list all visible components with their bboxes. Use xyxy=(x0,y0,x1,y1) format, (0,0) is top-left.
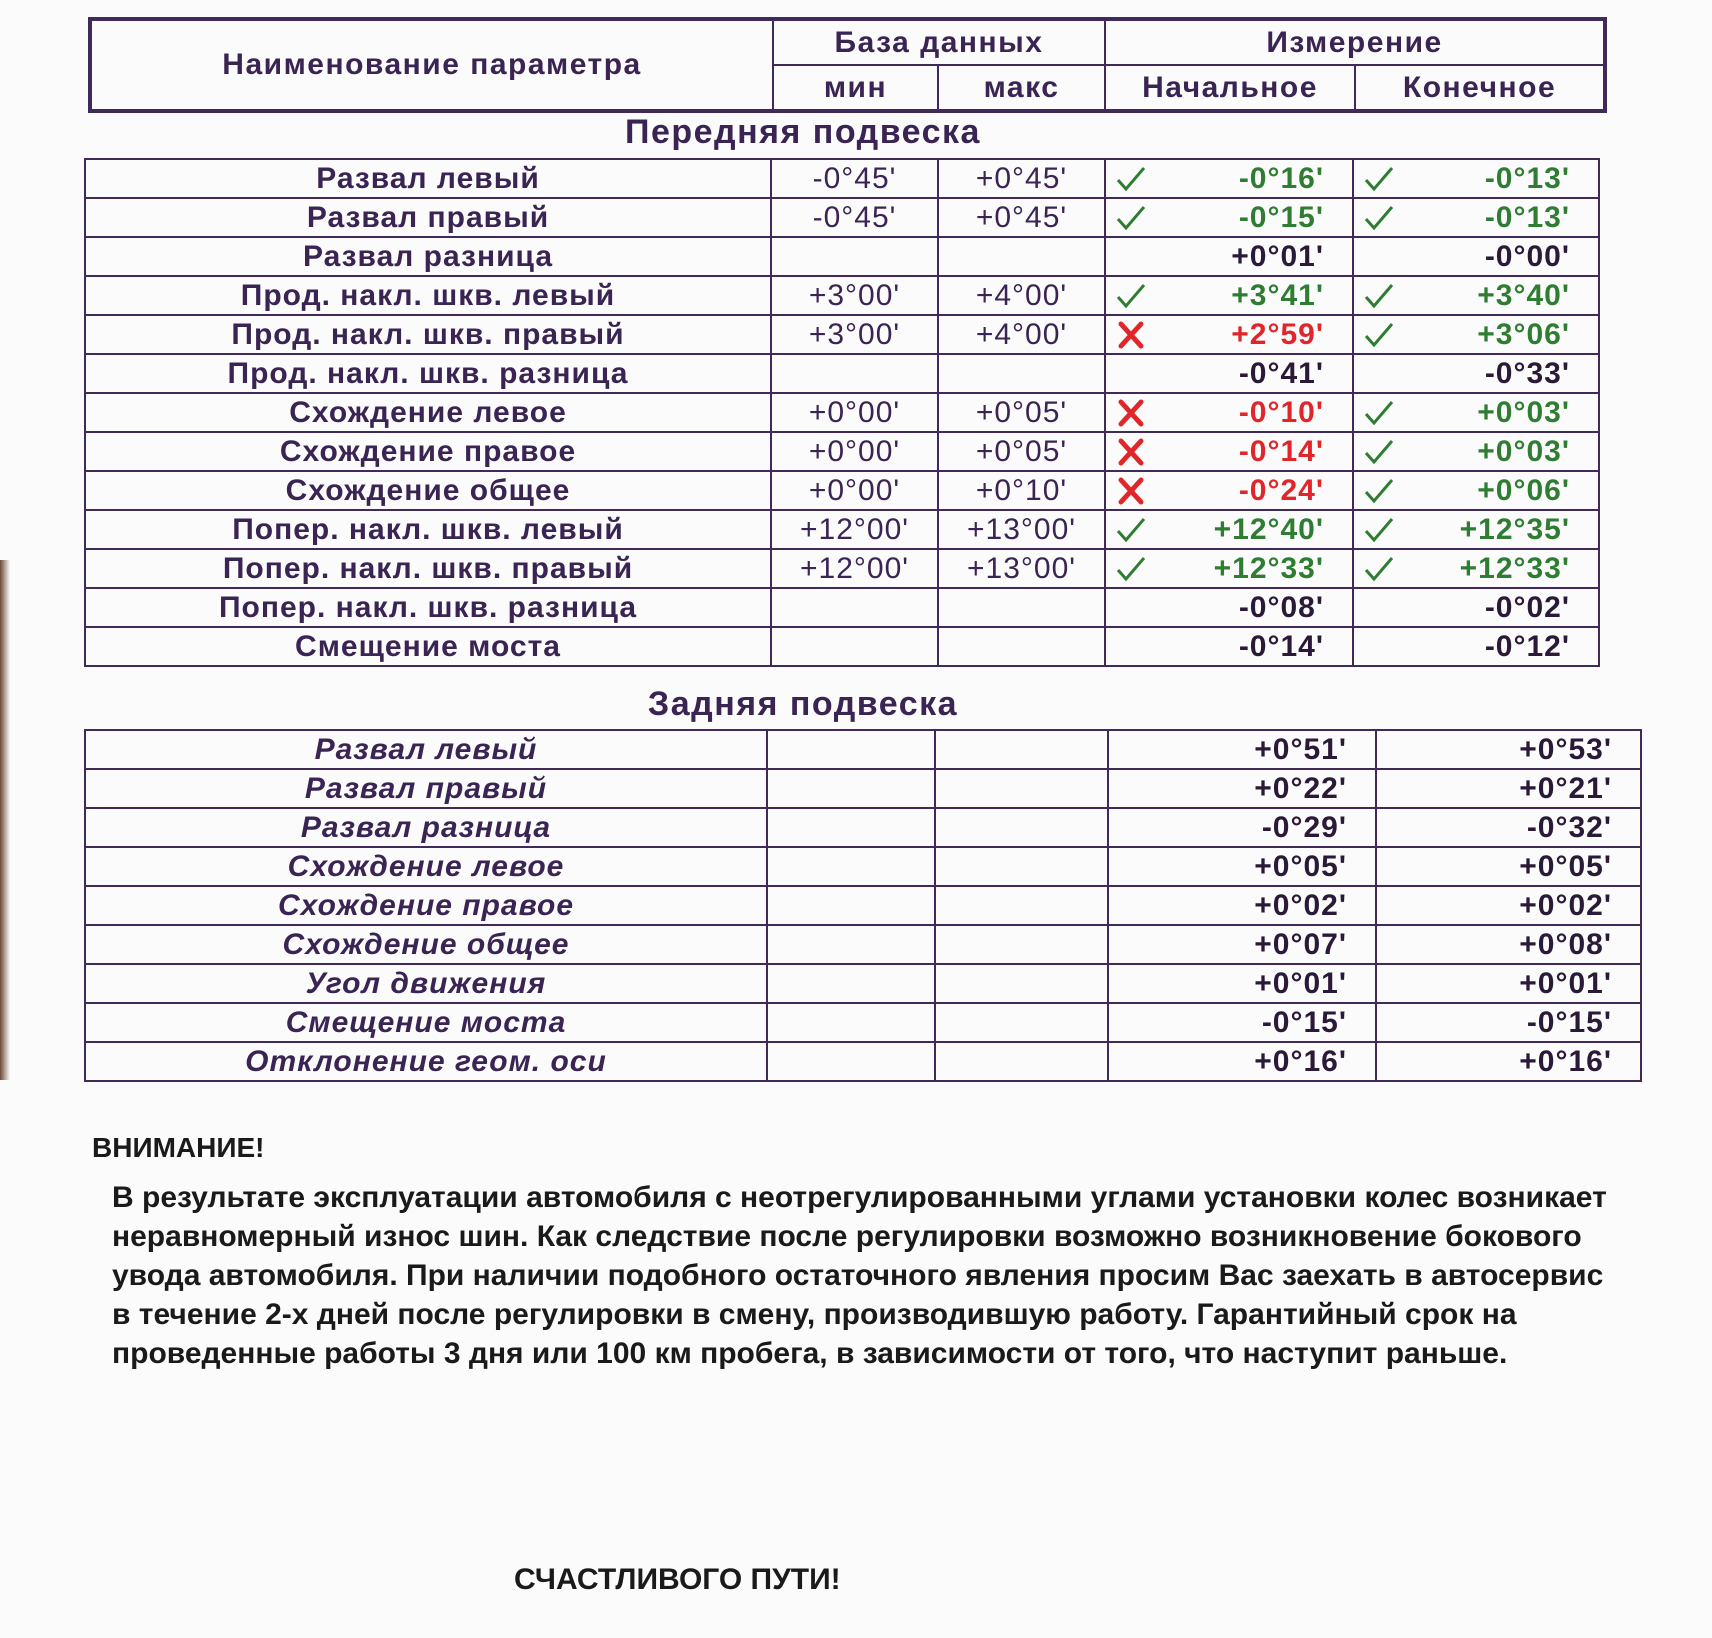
table-row xyxy=(85,276,1599,315)
measured-value: +0°08' xyxy=(1519,927,1612,961)
measured-value: +3°40' xyxy=(1477,278,1570,312)
blank-icon xyxy=(1114,240,1148,274)
max-value: +13°00' xyxy=(938,549,1105,588)
measured-value: +0°51' xyxy=(1254,732,1347,766)
blank-icon xyxy=(1362,357,1396,391)
min-value xyxy=(771,627,938,666)
blank-icon xyxy=(1117,772,1151,806)
cross-icon xyxy=(1114,474,1148,508)
final-measurement xyxy=(1353,237,1599,276)
measured-value: +0°07' xyxy=(1254,927,1347,961)
cross-icon xyxy=(1114,318,1148,352)
header-table xyxy=(88,17,1607,113)
max-value: +0°05' xyxy=(938,393,1105,432)
blank-icon xyxy=(1385,1045,1419,1079)
check-icon xyxy=(1362,474,1396,508)
measured-value: +0°02' xyxy=(1519,888,1612,922)
blank-icon xyxy=(1385,733,1419,767)
param-name: Схождение общее xyxy=(85,471,771,510)
measured-value: +3°41' xyxy=(1231,278,1324,312)
measured-value: +0°05' xyxy=(1254,849,1347,883)
final-measurement xyxy=(1376,925,1641,964)
blank-icon xyxy=(1385,889,1419,923)
database-header: База данных xyxy=(773,19,1105,65)
min-value: -0°45' xyxy=(771,159,938,198)
min-value xyxy=(767,1003,935,1042)
initial-measurement xyxy=(1105,588,1353,627)
param-name: Схождение правое xyxy=(85,432,771,471)
measured-value: +0°16' xyxy=(1254,1044,1347,1078)
table-row xyxy=(85,769,1641,808)
blank-icon xyxy=(1362,630,1396,664)
max-value: +4°00' xyxy=(938,276,1105,315)
table-row xyxy=(85,354,1599,393)
max-value: +0°45' xyxy=(938,159,1105,198)
max-value: +0°10' xyxy=(938,471,1105,510)
final-measurement xyxy=(1376,1042,1641,1081)
table-row xyxy=(85,627,1599,666)
blank-icon xyxy=(1385,928,1419,962)
measured-value: -0°14' xyxy=(1238,434,1324,468)
front-suspension-table xyxy=(84,158,1600,667)
blank-icon xyxy=(1117,1045,1151,1079)
table-row xyxy=(85,1042,1641,1081)
table-row xyxy=(85,237,1599,276)
param-name: Смещение моста xyxy=(85,1003,767,1042)
notice-block xyxy=(92,1132,1632,1373)
farewell-text: СЧАСТЛИВОГО ПУТИ! xyxy=(514,1563,841,1596)
param-name: Схождение общее xyxy=(85,925,767,964)
final-measurement xyxy=(1353,510,1599,549)
initial-measurement xyxy=(1108,886,1376,925)
max-value xyxy=(935,925,1108,964)
initial-measurement xyxy=(1108,1042,1376,1081)
param-name: Отклонение геом. оси xyxy=(85,1042,767,1081)
blank-icon xyxy=(1117,1006,1151,1040)
blank-icon xyxy=(1117,850,1151,884)
table-row xyxy=(85,847,1641,886)
measured-value: +12°40' xyxy=(1213,512,1324,546)
min-value: +3°00' xyxy=(771,276,938,315)
check-icon xyxy=(1362,201,1396,235)
max-value xyxy=(938,588,1105,627)
measured-value: +0°02' xyxy=(1254,888,1347,922)
initial-measurement xyxy=(1105,198,1353,237)
param-name: Прод. накл. шкв. правый xyxy=(85,315,771,354)
max-value: +13°00' xyxy=(938,510,1105,549)
blank-icon xyxy=(1117,889,1151,923)
table-row xyxy=(85,432,1599,471)
min-value xyxy=(767,886,935,925)
initial-measurement xyxy=(1108,925,1376,964)
measured-value: +0°05' xyxy=(1519,849,1612,883)
initial-measurement xyxy=(1105,315,1353,354)
blank-icon xyxy=(1362,240,1396,274)
final-measurement xyxy=(1353,276,1599,315)
measured-value: -0°29' xyxy=(1261,810,1347,844)
param-name: Схождение левое xyxy=(85,847,767,886)
measured-value: -0°12' xyxy=(1484,629,1570,663)
initial-measurement xyxy=(1108,808,1376,847)
measured-value: +0°03' xyxy=(1477,395,1570,429)
check-icon xyxy=(1362,513,1396,547)
param-name: Схождение левое xyxy=(85,393,771,432)
param-name: Развал правый xyxy=(85,769,767,808)
measured-value: -0°02' xyxy=(1484,590,1570,624)
blank-icon xyxy=(1117,811,1151,845)
min-value xyxy=(767,964,935,1003)
measured-value: -0°15' xyxy=(1261,1005,1347,1039)
final-measurement xyxy=(1353,315,1599,354)
initial-measurement xyxy=(1105,549,1353,588)
measured-value: -0°08' xyxy=(1238,590,1324,624)
measured-value: -0°15' xyxy=(1526,1005,1612,1039)
paper-edge-shadow xyxy=(0,560,10,1080)
max-value xyxy=(935,730,1108,769)
param-name: Развал разница xyxy=(85,237,771,276)
check-icon xyxy=(1114,513,1148,547)
min-value: +0°00' xyxy=(771,393,938,432)
measured-value: -0°15' xyxy=(1238,200,1324,234)
table-row xyxy=(85,198,1599,237)
measured-value: +2°59' xyxy=(1231,317,1324,351)
final-measurement xyxy=(1376,808,1641,847)
min-value xyxy=(771,237,938,276)
final-measurement xyxy=(1376,730,1641,769)
blank-icon xyxy=(1114,630,1148,664)
initial-measurement xyxy=(1105,276,1353,315)
table-row xyxy=(85,315,1599,354)
param-name: Развал левый xyxy=(85,159,771,198)
rear-suspension-table xyxy=(84,729,1642,1082)
param-name: Угол движения xyxy=(85,964,767,1003)
min-value xyxy=(767,925,935,964)
measured-value: -0°16' xyxy=(1238,161,1324,195)
min-value: -0°45' xyxy=(771,198,938,237)
check-icon xyxy=(1114,552,1148,586)
measured-value: +3°06' xyxy=(1477,317,1570,351)
min-value xyxy=(771,588,938,627)
measured-value: +12°33' xyxy=(1459,551,1570,585)
measured-value: -0°13' xyxy=(1484,161,1570,195)
final-measurement xyxy=(1353,393,1599,432)
final-measurement xyxy=(1376,769,1641,808)
min-value xyxy=(771,354,938,393)
measurement-header: Измерение xyxy=(1105,19,1605,65)
measured-value: -0°14' xyxy=(1238,629,1324,663)
measured-value: -0°00' xyxy=(1484,239,1570,273)
blank-icon xyxy=(1362,591,1396,625)
measured-value: -0°13' xyxy=(1484,200,1570,234)
cross-icon xyxy=(1114,435,1148,469)
table-row xyxy=(85,925,1641,964)
blank-icon xyxy=(1385,772,1419,806)
initial-measurement xyxy=(1105,354,1353,393)
check-icon xyxy=(1362,162,1396,196)
table-row xyxy=(85,549,1599,588)
initial-measurement xyxy=(1105,627,1353,666)
initial-measurement xyxy=(1105,510,1353,549)
cross-icon xyxy=(1114,396,1148,430)
final-measurement xyxy=(1353,159,1599,198)
final-measurement xyxy=(1353,588,1599,627)
initial-measurement xyxy=(1105,471,1353,510)
param-name: Попер. накл. шкв. левый xyxy=(85,510,771,549)
initial-header: Начальное xyxy=(1105,65,1355,111)
check-icon xyxy=(1362,396,1396,430)
min-value xyxy=(767,808,935,847)
initial-measurement xyxy=(1105,393,1353,432)
min-value: +0°00' xyxy=(771,471,938,510)
check-icon xyxy=(1114,162,1148,196)
measured-value: -0°24' xyxy=(1238,473,1324,507)
front-suspension-title: Передняя подвеска xyxy=(625,113,981,151)
param-name: Попер. накл. шкв. правый xyxy=(85,549,771,588)
min-value: +12°00' xyxy=(771,510,938,549)
table-row xyxy=(85,730,1641,769)
measured-value: -0°33' xyxy=(1484,356,1570,390)
max-value xyxy=(935,964,1108,1003)
blank-icon xyxy=(1385,811,1419,845)
measured-value: -0°10' xyxy=(1238,395,1324,429)
param-name: Развал левый xyxy=(85,730,767,769)
measured-value: +0°01' xyxy=(1231,239,1324,273)
rear-suspension-title: Задняя подвеска xyxy=(647,685,959,723)
max-value: +0°05' xyxy=(938,432,1105,471)
max-value xyxy=(938,354,1105,393)
measured-value: +0°22' xyxy=(1254,771,1347,805)
notice-title: ВНИМАНИЕ! xyxy=(92,1132,265,1163)
min-header: мин xyxy=(773,65,938,111)
final-header: Конечное xyxy=(1355,65,1605,111)
measured-value: +0°16' xyxy=(1519,1044,1612,1078)
blank-icon xyxy=(1117,967,1151,1001)
min-value xyxy=(767,730,935,769)
blank-icon xyxy=(1385,1006,1419,1040)
max-value xyxy=(935,847,1108,886)
min-value xyxy=(767,847,935,886)
blank-icon xyxy=(1385,850,1419,884)
final-measurement xyxy=(1376,886,1641,925)
measured-value: +0°06' xyxy=(1477,473,1570,507)
final-measurement xyxy=(1353,432,1599,471)
final-measurement xyxy=(1376,964,1641,1003)
measured-value: +12°33' xyxy=(1213,551,1324,585)
table-row xyxy=(85,964,1641,1003)
max-value: +0°45' xyxy=(938,198,1105,237)
initial-measurement xyxy=(1108,730,1376,769)
initial-measurement xyxy=(1108,1003,1376,1042)
final-measurement xyxy=(1353,627,1599,666)
measured-value: +0°01' xyxy=(1254,966,1347,1000)
max-value xyxy=(938,237,1105,276)
final-measurement xyxy=(1353,198,1599,237)
table-row xyxy=(85,471,1599,510)
min-value: +0°00' xyxy=(771,432,938,471)
check-icon xyxy=(1114,201,1148,235)
measured-value: +0°53' xyxy=(1519,732,1612,766)
final-measurement xyxy=(1353,354,1599,393)
final-measurement xyxy=(1353,549,1599,588)
final-measurement xyxy=(1376,1003,1641,1042)
param-name: Развал разница xyxy=(85,808,767,847)
final-measurement xyxy=(1376,847,1641,886)
table-row xyxy=(85,510,1599,549)
max-value xyxy=(935,886,1108,925)
measured-value: +0°01' xyxy=(1519,966,1612,1000)
min-value xyxy=(767,1042,935,1081)
param-name-header: Наименование параметра xyxy=(90,19,773,111)
check-icon xyxy=(1362,279,1396,313)
notice-body: В результате эксплуатации автомобиля с неотрегулированными углами установки колес возникает неравномерный износ шин. Как следствие после регулировки возможно возникновение бокового увода автомобиля. При наличии подобного остаточного явления просим Вас заехать в автосервис в течение 2-х дней после регулировки в смену, производившую работу. Гарантийный срок на проведенные работы 3 дня или 100 км пробега, в зависимости от того, что наступит раньше. xyxy=(112,1181,1607,1370)
table-row xyxy=(85,159,1599,198)
blank-icon xyxy=(1117,928,1151,962)
table-row xyxy=(85,1003,1641,1042)
blank-icon xyxy=(1114,357,1148,391)
max-value xyxy=(935,808,1108,847)
blank-icon xyxy=(1114,591,1148,625)
initial-measurement xyxy=(1108,847,1376,886)
check-icon xyxy=(1362,435,1396,469)
check-icon xyxy=(1114,279,1148,313)
measured-value: +0°03' xyxy=(1477,434,1570,468)
param-name: Смещение моста xyxy=(85,627,771,666)
min-value: +3°00' xyxy=(771,315,938,354)
blank-icon xyxy=(1117,733,1151,767)
min-value: +12°00' xyxy=(771,549,938,588)
measured-value: +0°21' xyxy=(1519,771,1612,805)
max-value xyxy=(935,1003,1108,1042)
measured-value: +12°35' xyxy=(1459,512,1570,546)
max-value xyxy=(935,769,1108,808)
param-name: Схождение правое xyxy=(85,886,767,925)
initial-measurement xyxy=(1108,964,1376,1003)
max-value xyxy=(935,1042,1108,1081)
max-header: макс xyxy=(938,65,1105,111)
table-row xyxy=(85,393,1599,432)
table-row xyxy=(85,886,1641,925)
initial-measurement xyxy=(1105,159,1353,198)
min-value xyxy=(767,769,935,808)
measured-value: -0°41' xyxy=(1238,356,1324,390)
blank-icon xyxy=(1385,967,1419,1001)
param-name: Прод. накл. шкв. разница xyxy=(85,354,771,393)
check-icon xyxy=(1362,552,1396,586)
measured-value: -0°32' xyxy=(1526,810,1612,844)
param-name: Прод. накл. шкв. левый xyxy=(85,276,771,315)
param-name: Попер. накл. шкв. разница xyxy=(85,588,771,627)
initial-measurement xyxy=(1108,769,1376,808)
param-name: Развал правый xyxy=(85,198,771,237)
initial-measurement xyxy=(1105,432,1353,471)
table-row xyxy=(85,588,1599,627)
initial-measurement xyxy=(1105,237,1353,276)
table-row xyxy=(85,808,1641,847)
final-measurement xyxy=(1353,471,1599,510)
max-value: +4°00' xyxy=(938,315,1105,354)
check-icon xyxy=(1362,318,1396,352)
max-value xyxy=(938,627,1105,666)
